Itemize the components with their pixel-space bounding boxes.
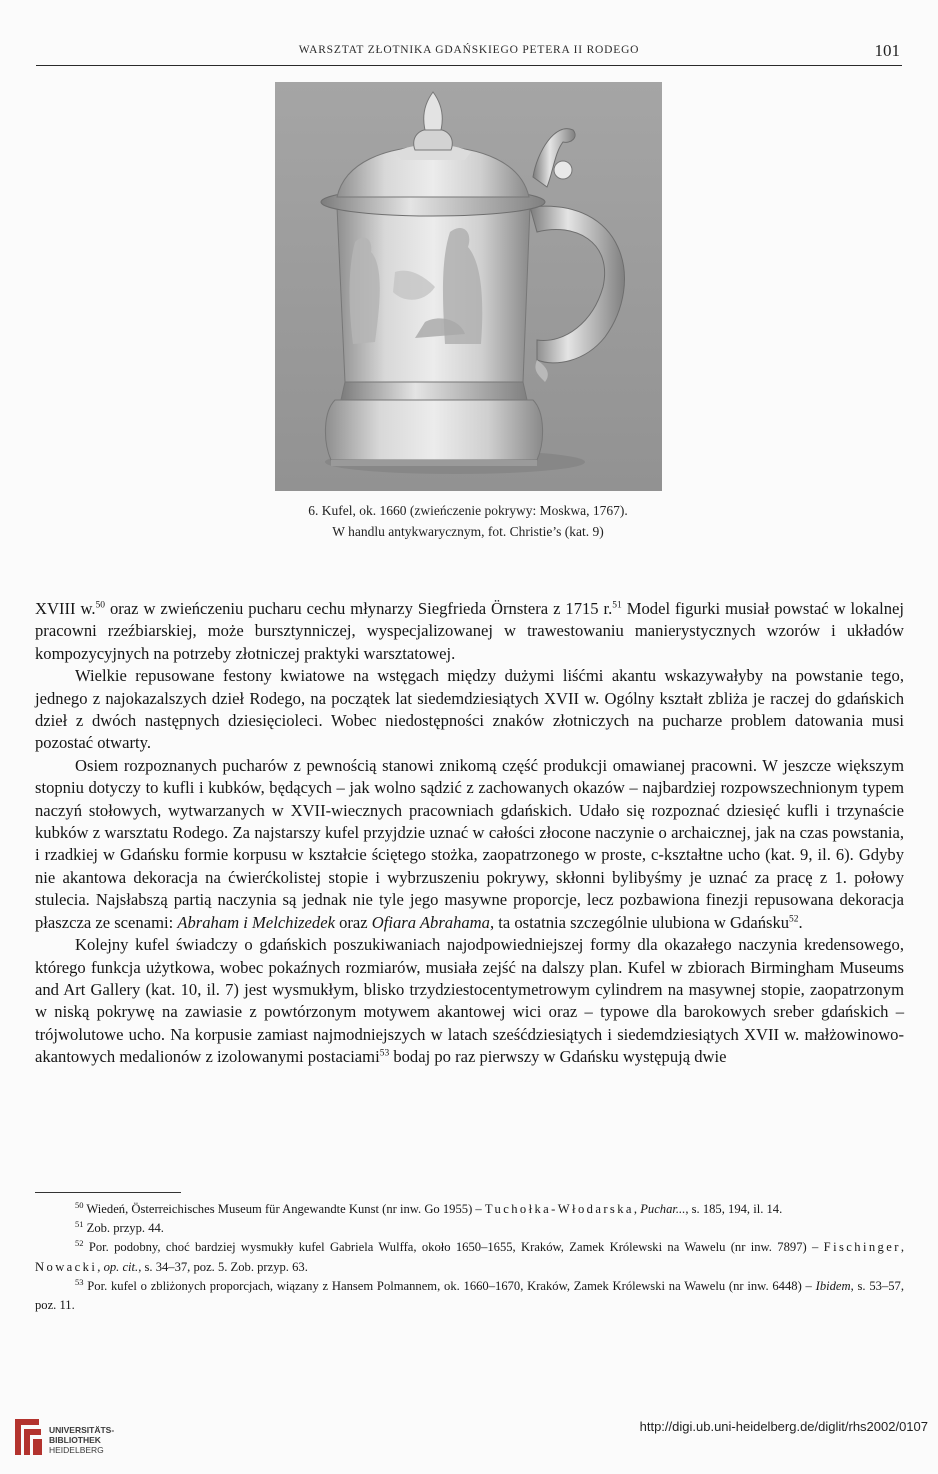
running-title: WARSZTAT ZŁOTNIKA GDAŃSKIEGO PETERA II RODEGO <box>298 44 640 56</box>
footnotes <box>35 1200 904 1315</box>
text-span: Model figurki musiał powstać w lokalnej pracowni rzeźbiarskiej, może bursztynniczej, wyspecjalizowanej w trawestowaniu manierystycznych wzorów i układów kompozycyjnych na potrzeby złotniczej praktyki warsztatowej. <box>35 599 904 663</box>
figure-caption <box>200 500 736 542</box>
text-span: , <box>97 1259 104 1274</box>
caption-line-2: W handlu antykwarycznym, fot. Christie’s (kat. 9) <box>332 524 604 539</box>
text-span: bodaj po raz pierwszy w Gdańsku występują dwie <box>389 1047 727 1067</box>
author-name: Nowacki <box>35 1259 98 1274</box>
running-header <box>36 41 902 66</box>
footnote-53 <box>35 1277 904 1315</box>
footnote-52 <box>35 1238 904 1276</box>
paragraph-1 <box>35 598 904 665</box>
text-span: . <box>798 912 803 932</box>
digital-url-link[interactable]: http://digi.ub.uni-heidelberg.de/diglit/rhs2002/0107 <box>639 1419 928 1434</box>
author-name: Tuchołka-Włodarska <box>484 1202 634 1216</box>
text-span: Wiedeń, Österreichisches Museum für Angewandte Kunst (nr inw. Go 1955) – <box>83 1202 485 1216</box>
library-name-line: BIBLIOTHEK <box>49 1435 101 1445</box>
library-name-line: HEIDELBERG <box>49 1445 104 1455</box>
caption-line-1: 6. Kufel, ok. 1660 (zwieńczenie pokrywy: Moskwa, 1767). <box>308 503 628 518</box>
text-span: Zob. przyp. 44. <box>83 1221 164 1236</box>
footnote-ref-53[interactable]: 53 <box>379 1048 390 1059</box>
library-logo[interactable] <box>11 1415 151 1459</box>
italic-title: Puchar... <box>640 1202 686 1216</box>
italic-title: Ofiara Abrahama <box>371 912 490 932</box>
body-text <box>35 598 904 1069</box>
italic-title: op. cit. <box>103 1259 139 1274</box>
paragraph-3 <box>35 755 904 934</box>
footnote-rule <box>35 1192 181 1193</box>
tankard-photo <box>275 82 662 491</box>
paragraph-4 <box>35 934 904 1068</box>
page-number: 101 <box>874 41 900 60</box>
text-span: , s. 34–37, poz. 5. Zob. przyp. 63. <box>138 1259 308 1274</box>
text-span: oraz <box>334 912 372 932</box>
text-span: oraz w zwieńczeniu pucharu cechu młynarzy Siegfrieda Örnstera z 1715 r. <box>105 599 613 618</box>
footnote-number: 52 <box>75 1238 84 1249</box>
text-span: , s. 185, 194, il. 14. <box>685 1202 783 1216</box>
text-span: Kolejny kufel świadczy o gdańskich poszukiwaniach najodpowiedniejszej formy dla okazałego naczynia kredensowego, którego funkcja użytkowa, wobec pokaźnych rozmiarów, musiała zejść na dalszy plan. Kufel w zbiorach Birmingham Museums and Art Gallery (kat. 10, il. 7) jest wysmukłym, blisko trzydziestocentymetrowym cylindrem na masywnej stopie, zaopatrzonym w niską pokrywę na zawiasie z powtórzonym motywem akantowej wici oraz – typowe dla barokowych sreber gdańskich – trójwolutowe ucho. Na korpusie zamiast najmodniejszych w latach sześćdziesiątych i siedemdziesiątych XVII w. małżowinowo-akantowych medalionów z izolowanymi postaciami <box>35 935 904 1067</box>
text-span: Osiem rozpoznanych pucharów z pewnością stanowi znikomą część produkcji omawianej pracowni. W jeszcze większym stopniu dotyczy to kufli i kubków, będących – jak wolno sądzić z zachowanych okazów – najbardziej rozpowszechnionym typem naczyń stołowych, wytwarzanych w XVII-wiecznych pracowniach gdańskich. Udało się rozpoznać dziesięć kufli i trzynaście kubków z warsztatu Rodego. Za najstarszy kufel przyjdzie uznać w całości złocone naczynie o archaicznej, jak na czas powstania, i rzadkiej w Gdańsku formie korpusu w kształcie ściętego stożka, zaopatrzonego w proste, c-kształtne ucho (kat. 9, il. 6). Gdyby nie akantowa dekoracja na ćwierćkolistej stopie i wybrzuszeniu pokrywy, skłonni bylibyśmy je uznać za pracę z 1. połowy stulecia. Najsłabszą partią naczynia są jednak nie tyle jego masywne proporcje, lecz pozbawiona finezji repusowana dekoracja płaszcza ze scenami: <box>35 755 904 932</box>
footnote-ref-52[interactable]: 52 <box>789 914 799 925</box>
library-logo-icon <box>11 1415 45 1459</box>
paragraph-2: Wielkie repusowane festony kwiatowe na wstęgach między dużymi liśćmi akantu wskazywałyby na powstanie tego, jednego z najokazalszych dzieł Rodego, na początek lat siedemdziesiątych XVII w. Ogólny kształt zbliża je raczej do gdańskich dzieł z dwóch następnych dziesięcioleci. Wobec niedostępności znaków złotniczych na pucharze problem datowania musi pozostać otwarty. <box>35 666 904 753</box>
text-span: , s. 53–57, poz. 11. <box>35 1278 904 1313</box>
author-name: Fischinger <box>823 1240 901 1255</box>
footnote-50 <box>35 1200 904 1219</box>
footnote-number: 50 <box>75 1199 84 1210</box>
library-name <box>49 1425 114 1455</box>
text-span: , ta ostatnia szczególnie ulubiona w Gdańsku <box>489 912 790 932</box>
footnote-ref-51[interactable]: 51 <box>612 600 622 611</box>
text-span: , <box>900 1240 904 1255</box>
text-span: , <box>633 1202 641 1216</box>
italic-title: Ibidem <box>815 1278 851 1293</box>
footnote-ref-50[interactable]: 50 <box>95 600 106 611</box>
footnote-number: 53 <box>75 1276 84 1287</box>
text-span: Por. kufel o zbliżonych proporcjach, wiązany z Hansem Polmannem, ok. 1660–1670, Kraków, Zamek Królewski na Wawelu (nr inw. 6448) – <box>83 1278 816 1293</box>
footnote-number: 51 <box>75 1219 84 1230</box>
text-span: XVIII w. <box>35 599 96 618</box>
footnote-51 <box>35 1219 904 1238</box>
italic-title: Abraham i Melchizedek <box>177 912 335 932</box>
library-name-line: UNIVERSITÄTS- <box>49 1425 115 1435</box>
text-span: Por. podobny, choć bardziej wysmukły kufel Gabriela Wulffa, około 1650–1655, Kraków, Zamek Królewski na Wawelu (nr inw. 7897) – <box>83 1240 824 1255</box>
